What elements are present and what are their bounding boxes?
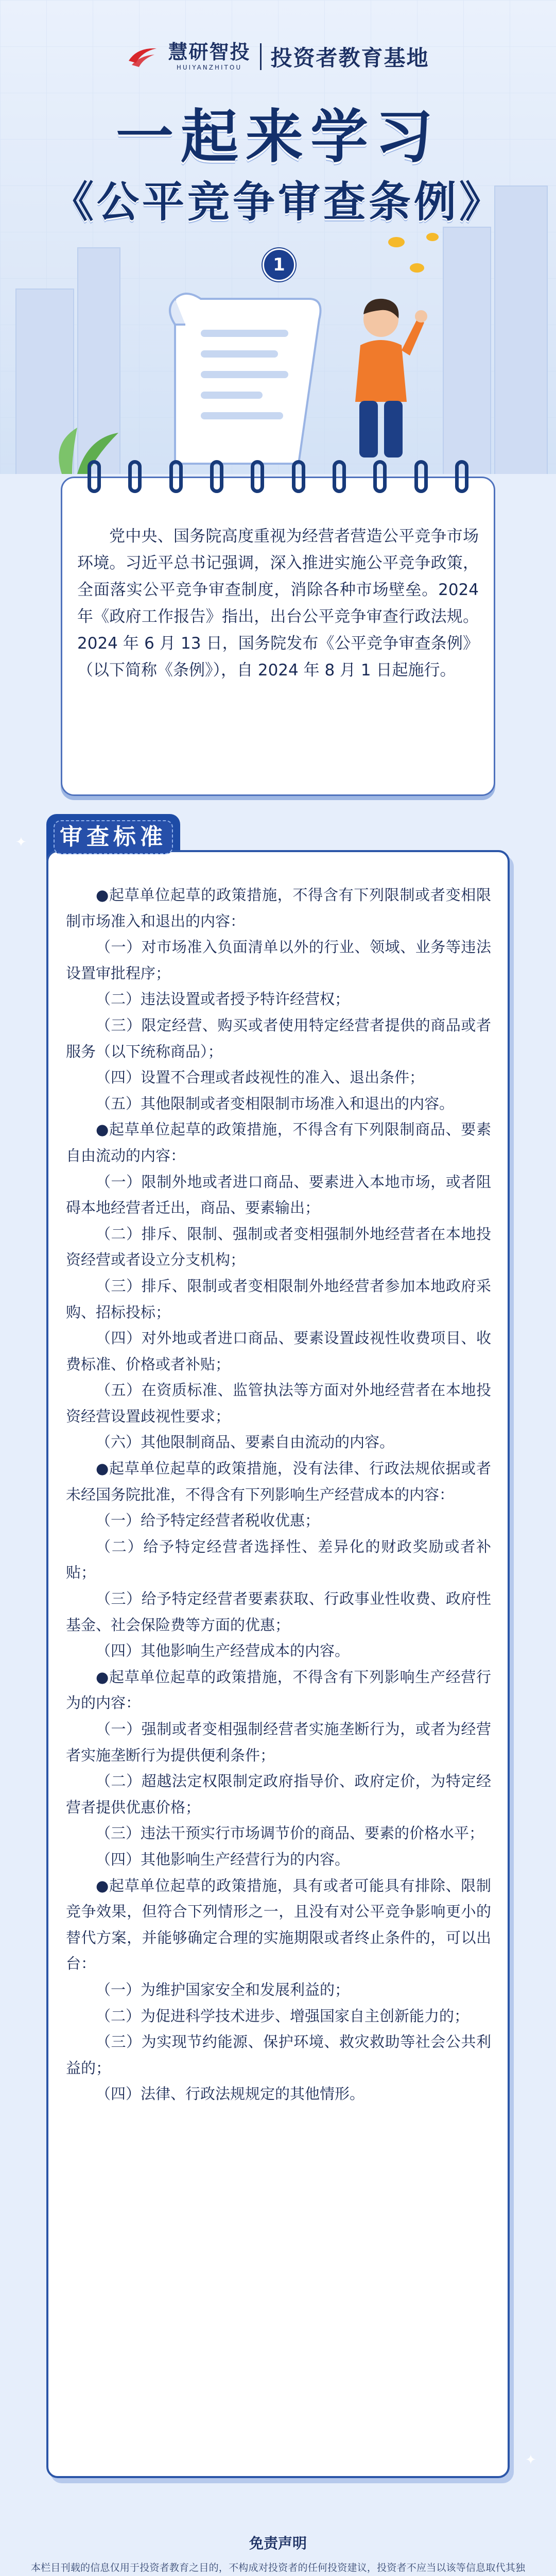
intro-paragraph: 党中央、国务院高度重视为经营者营造公平竞争市场环境。习近平总书记强调，深入推进实施公平竞争政策，全面落实公平竞争审查制度，消除各种市场壁垒。2024 年《政府工作报告》指出，出台公平竞争审查行政法规。2024 年 6 月 13 日，国务院发布《公平竞争审查条例》（以下简称《条例》），自 2024 年 8 月 1 日起施行。 (77, 527, 479, 680)
header-divider (260, 43, 262, 70)
ring-decoration (169, 460, 183, 493)
standard-item: （一）给予特定经营者税收优惠； (96, 1512, 320, 1530)
standard-item: （二）给予特定经营者选择性、差异化的财政奖励或者补贴； (66, 1537, 491, 1582)
ring-decoration (88, 460, 101, 493)
standard-item: （三）给予特定经营者要素获取、行政事业性收费、政府性基金、社会保险费等方面的优惠； (66, 1590, 491, 1634)
standard-item: （一）限制外地或者进口商品、要素进入本地市场，或者阻碍本地经营者迁出，商品、要素输出； (66, 1173, 491, 1217)
building-decoration (494, 185, 548, 474)
standard-item: （四）其他影响生产经营成本的内容。 (96, 1642, 350, 1660)
ring-decoration (373, 460, 387, 493)
standard-item: （四）设置不合理或者歧视性的准入、退出条件； (96, 1069, 425, 1087)
standard-item: ●起草单位起草的政策措施，不得含有下列限制或者变相限制市场准入和退出的内容： (66, 886, 491, 930)
brand-name-en: HUIYANZHITOU (176, 64, 242, 71)
ring-decoration (455, 460, 468, 493)
standard-item: ●起草单位起草的政策措施，不得含有下列影响生产经营行为的内容： (66, 1668, 491, 1712)
standard-item: ●起草单位起草的政策措施，没有法律、行政法规依据或者未经国务院批准，不得含有下列影响生产经营成本的内容： (66, 1460, 491, 1503)
standards-list (66, 882, 491, 2107)
page-title: 一起来学习 (116, 104, 440, 171)
standard-item: （三）为实现节约能源、保护环境、救灾救助等社会公共利益的； (66, 2033, 491, 2077)
standard-item: （三）排斥、限制或者变相限制外地经营者参加本地政府采购、招标投标； (66, 1277, 491, 1321)
disclaimer-text: 本栏目刊载的信息仅用于投资者教育之目的，不构成对投资者的任何投资建议，投资者不应当以该等信息取代其独 (31, 2562, 525, 2573)
standard-item: （一）对市场准入负面清单以外的行业、领域、业务等违法设置审批程序； (66, 938, 491, 982)
notebook-rings (88, 460, 468, 496)
ring-decoration (128, 460, 142, 493)
document-scroll-illustration (154, 289, 329, 474)
ring-decoration (414, 460, 428, 493)
coin-decoration (381, 227, 453, 289)
education-base-title: 投资者教育基地 (270, 45, 429, 71)
sparkle-icon: ✦ (525, 2452, 536, 2468)
section-heading: 审查标准 (54, 820, 173, 854)
standard-item: （三）限定经营、购买或者使用特定经营者提供的商品或者服务（以下统称商品）； (66, 1016, 491, 1060)
ring-decoration (292, 460, 305, 493)
standard-item: （六）其他限制商品、要素自由流动的内容。 (96, 1433, 395, 1451)
standard-item: （五）其他限制或者变相限制市场准入和退出的内容。 (96, 1094, 455, 1112)
disclaimer-title: 免责声明 (249, 2535, 307, 2552)
brand-logo-icon (127, 45, 159, 68)
standard-item: ●起草单位起草的政策措施，具有或者可能具有排除、限制竞争效果，但符合下列情形之一，且没有对公平竞争影响更小的替代方案，并能够确定合理的实施期限或者终止条件的，可以出台： (66, 1876, 491, 1973)
standard-item: （四）对外地或者进口商品、要素设置歧视性收费项目、收费标准、价格或者补贴； (66, 1329, 491, 1373)
brand-header (0, 41, 556, 72)
standard-item: （四）法律、行政法规规定的其他情形。 (96, 2085, 365, 2103)
regulation-title: 《公平竞争审查条例》 (51, 178, 505, 227)
brand-name-cn: 慧研智投 (168, 41, 251, 63)
standard-item: （四）其他影响生产经营行为的内容。 (96, 1850, 350, 1868)
standard-item: （五）在资质标准、监管执法等方面对外地经营者在本地投资经营设置歧视性要求； (66, 1381, 491, 1425)
standard-item: （一）为维护国家安全和发展利益的； (96, 1980, 350, 1998)
ring-decoration (210, 460, 223, 493)
ring-decoration (333, 460, 346, 493)
hero-banner (0, 0, 556, 474)
brand-name (168, 42, 250, 71)
standard-item: （一）强制或者变相强制经营者实施垄断行为，或者为经营者实施垄断行为提供便利条件； (66, 1720, 491, 1764)
standard-item: （二）超越法定权限制定政府指导价、政府定价，为特定经营者提供优惠价格； (66, 1772, 491, 1816)
standard-item: （三）违法干预实行市场调节价的商品、要素的价格水平； (96, 1824, 484, 1842)
issue-number-badge: 1 (263, 248, 296, 281)
standard-item: （二）为促进科学技术进步、增强国家自主创新能力的； (96, 2007, 470, 2025)
sparkle-icon: ✦ (15, 835, 27, 850)
standard-item: （二）违法设置或者授予特许经营权； (96, 990, 350, 1008)
person-illustration (329, 289, 432, 464)
standard-item: ●起草单位起草的政策措施，不得含有下列限制商品、要素自由流动的内容： (66, 1121, 491, 1164)
standard-item: （二）排斥、限制、强制或者变相强制外地经营者在本地投资经营或者设立分支机构； (66, 1225, 491, 1269)
ring-decoration (251, 460, 264, 493)
